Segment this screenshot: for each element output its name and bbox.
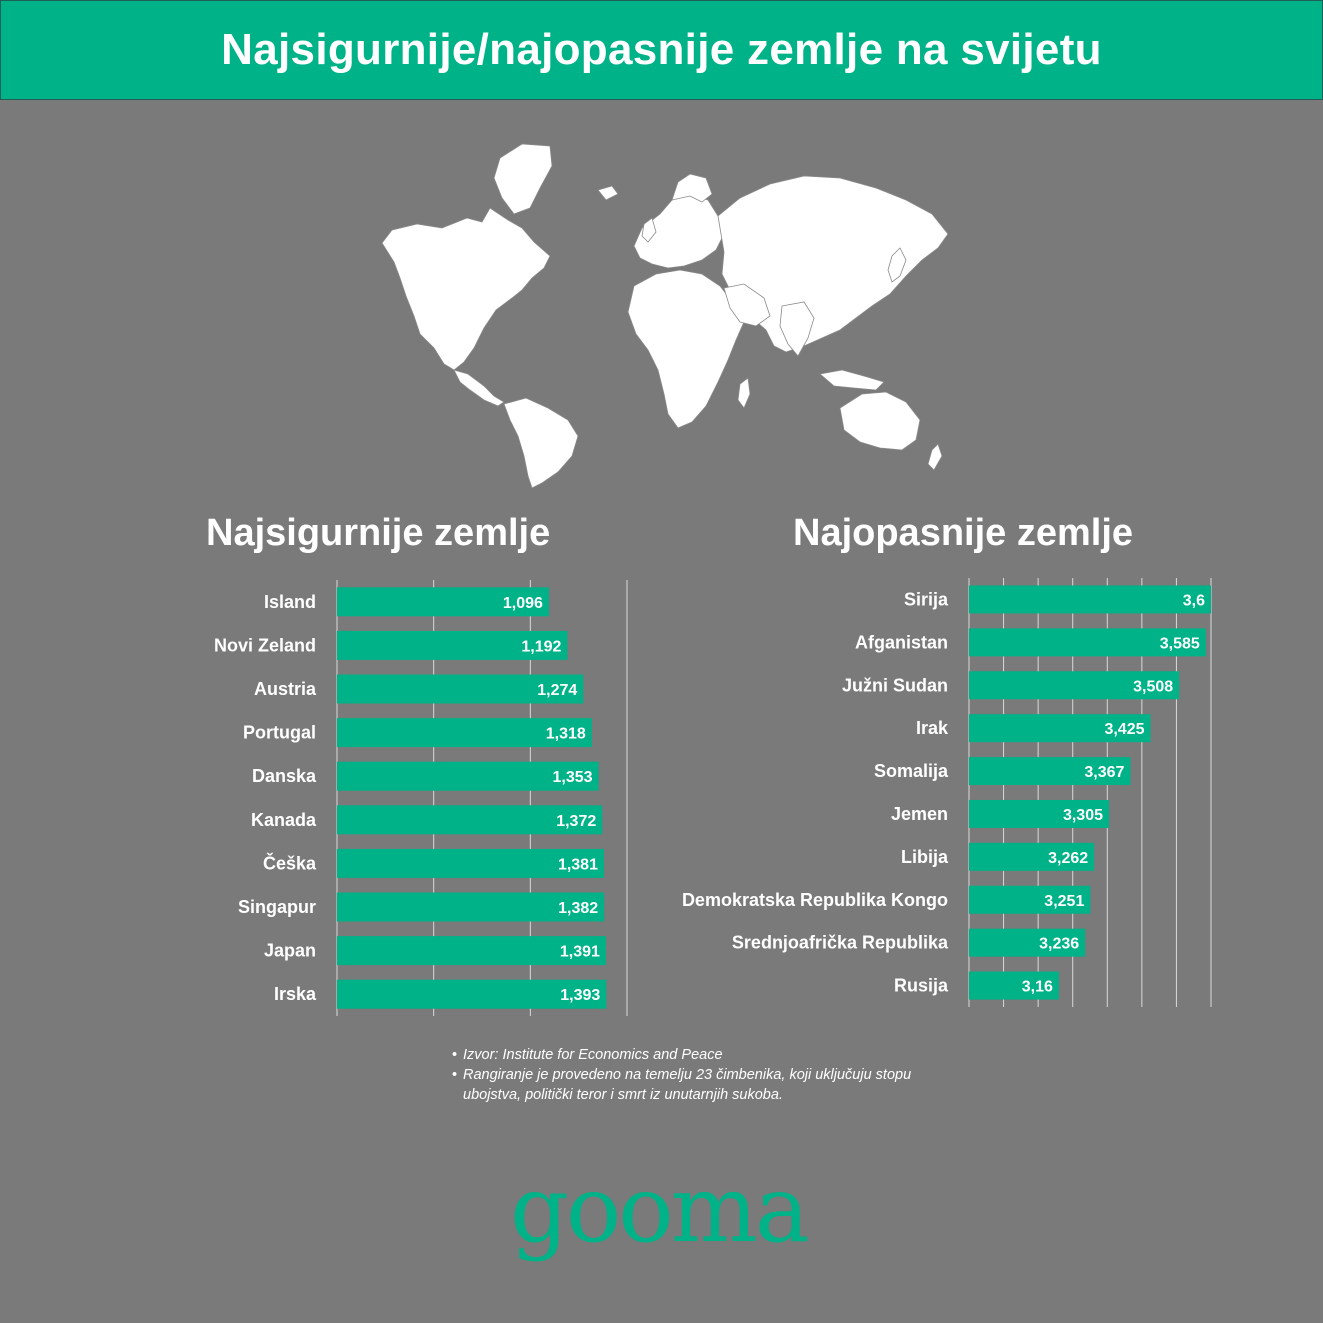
data-label: 3,262	[1048, 849, 1089, 867]
data-label: 1,274	[537, 682, 578, 699]
data-label: 3,305	[1062, 806, 1104, 824]
category-label: Singapur	[237, 897, 316, 917]
data-label: 1,192	[521, 638, 562, 656]
data-label: 1,382	[558, 900, 599, 917]
category-label: Irska	[273, 984, 316, 1005]
data-label: 3,508	[1133, 678, 1174, 696]
data-label: 1,393	[560, 987, 601, 1005]
dangerous-chart-title: Najopasnije zemlje	[793, 512, 1134, 554]
data-label: 3,236	[1039, 935, 1080, 953]
category-label: Rusija	[893, 975, 948, 996]
category-label: Japan	[263, 940, 316, 961]
note-source: • Izvor: Institute for Economics and Peace	[452, 1045, 972, 1065]
category-label: Afganistan	[854, 632, 948, 653]
data-label: 1,391	[559, 943, 600, 961]
data-label: 1,372	[556, 812, 597, 830]
safest-chart-title: Najsigurnije zemlje	[206, 512, 551, 554]
category-label: Kanada	[250, 809, 316, 830]
category-label: Libija	[900, 846, 948, 867]
note-methodology: • Rangiranje je provedeno na temelju 23 čimbenika, koji uključuju stopu ubojstva, politički teror i smrt iz unutarnjih sukoba.	[452, 1065, 972, 1105]
data-label: 1,381	[557, 856, 598, 874]
category-label: Irak	[915, 718, 948, 739]
data-label: 3,251	[1044, 892, 1085, 910]
data-label: 1,096	[502, 594, 543, 612]
category-label: Novi Zeland	[213, 635, 316, 656]
category-label: Somalija	[873, 761, 948, 782]
data-label: 3,6	[1182, 592, 1205, 610]
category-label: Češka	[262, 853, 316, 874]
data-label: 1,353	[552, 769, 593, 787]
category-label: Srednjoafrička Republika	[731, 932, 948, 953]
data-label: 3,367	[1084, 764, 1125, 782]
category-label: Sirija	[903, 589, 948, 610]
category-label: Island	[263, 591, 316, 612]
data-label: 3,585	[1159, 635, 1200, 653]
data-label: 3,425	[1104, 721, 1145, 739]
category-label: Danska	[251, 766, 316, 787]
category-label: Južni Sudan	[841, 675, 948, 696]
bar	[969, 585, 1211, 613]
data-label: 1,318	[545, 725, 586, 743]
category-label: Austria	[253, 679, 316, 699]
category-label: Portugal	[242, 722, 316, 743]
notes	[452, 1045, 972, 1105]
category-label: Jemen	[890, 803, 948, 824]
page-title: Najsigurnije/najopasnije zemlje na svijetu	[221, 25, 1102, 74]
category-label: Demokratska Republika Kongo	[681, 889, 948, 910]
gooma-logo: gooma	[510, 1156, 807, 1263]
data-label: 3,16	[1021, 978, 1053, 996]
